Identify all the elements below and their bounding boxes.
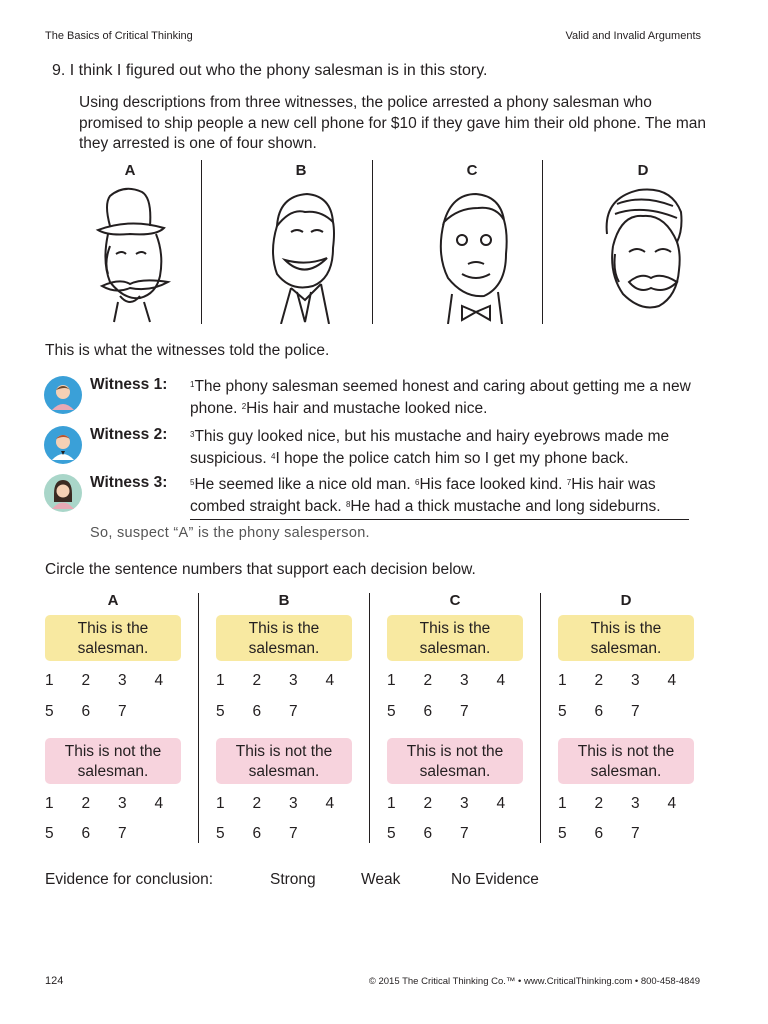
decision-letter: D xyxy=(620,592,632,609)
number-option[interactable]: 7 xyxy=(118,703,127,720)
conclusion-text: So, suspect “A” is the phony salesperson. xyxy=(90,525,370,541)
number-option[interactable]: 1 xyxy=(558,672,567,689)
number-option[interactable]: 1 xyxy=(45,795,54,812)
suspect-letter: D xyxy=(637,162,649,179)
number-option[interactable]: 6 xyxy=(594,703,604,720)
evidence-weak-option[interactable]: Weak xyxy=(361,871,401,888)
number-option[interactable]: 4 xyxy=(325,672,335,689)
witness-label: Witness 2: xyxy=(90,426,168,443)
suspect-lineup xyxy=(45,160,700,326)
not-salesman-box: This is not the salesman. xyxy=(216,738,352,784)
is-salesman-box: This is the salesman. xyxy=(387,615,523,661)
question-text: 9. I think I figured out who the phony salesman is in this story. xyxy=(52,62,488,79)
number-option[interactable]: 6 xyxy=(81,703,91,720)
no-numbers-row-2 xyxy=(387,825,547,843)
number-option[interactable]: 7 xyxy=(460,825,469,842)
number-option[interactable]: 3 xyxy=(631,672,640,689)
number-option[interactable]: 7 xyxy=(460,703,469,720)
no-numbers-row-2 xyxy=(558,825,718,843)
witness-statement: $^1$The phony salesman seemed honest and caring about getting me a new phone. $^2$His hair and mustache looked nice. xyxy=(190,378,691,417)
number-option[interactable]: 6 xyxy=(252,703,262,720)
witness-intro: This is what the witnesses told the police. xyxy=(45,342,330,359)
not-salesman-box: This is not the salesman. xyxy=(558,738,694,784)
circle-instruction: Circle the sentence numbers that support each decision below. xyxy=(45,561,476,578)
number-option[interactable]: 3 xyxy=(631,795,640,812)
number-option[interactable]: 2 xyxy=(423,672,433,689)
number-option[interactable]: 7 xyxy=(289,825,298,842)
decision-letter: B xyxy=(278,592,290,609)
number-option[interactable]: 1 xyxy=(387,795,396,812)
witness-label: Witness 1: xyxy=(90,376,168,393)
witness-2 xyxy=(44,426,704,470)
number-option[interactable]: 7 xyxy=(118,825,127,842)
girl-avatar-icon xyxy=(44,474,82,512)
decision-column-c xyxy=(387,590,557,840)
number-option[interactable]: 4 xyxy=(496,672,506,689)
number-option[interactable]: 2 xyxy=(252,672,262,689)
number-option[interactable]: 6 xyxy=(423,703,433,720)
decision-column-d xyxy=(558,590,728,840)
number-option[interactable]: 1 xyxy=(216,672,225,689)
number-option[interactable]: 3 xyxy=(118,795,127,812)
number-option[interactable]: 5 xyxy=(387,703,396,720)
suspect-b xyxy=(216,160,386,326)
is-salesman-box: This is the salesman. xyxy=(558,615,694,661)
no-numbers-row-2 xyxy=(45,825,205,843)
suspect-d xyxy=(558,160,728,326)
decision-column-b xyxy=(216,590,386,840)
number-option[interactable]: 2 xyxy=(81,672,91,689)
man-avatar-icon xyxy=(44,426,82,464)
witness-3 xyxy=(44,474,704,520)
header-section: Valid and Invalid Arguments xyxy=(565,30,701,42)
number-option[interactable]: 1 xyxy=(558,795,567,812)
number-option[interactable]: 3 xyxy=(460,672,469,689)
is-salesman-box: This is the salesman. xyxy=(216,615,352,661)
evidence-none-option[interactable]: No Evidence xyxy=(451,871,539,888)
boy-avatar-icon xyxy=(44,376,82,414)
number-option[interactable]: 2 xyxy=(252,795,262,812)
yes-numbers-row-1 xyxy=(45,672,205,690)
number-option[interactable]: 4 xyxy=(496,795,506,812)
decision-letter: A xyxy=(107,592,119,609)
suspect-letter: B xyxy=(295,162,307,179)
not-salesman-box: This is not the salesman. xyxy=(387,738,523,784)
yes-numbers-row-1 xyxy=(558,672,718,690)
not-salesman-box: This is not the salesman. xyxy=(45,738,181,784)
man-with-hat-and-long-mustache-icon xyxy=(80,182,180,324)
number-option[interactable]: 5 xyxy=(216,703,225,720)
decision-letter: C xyxy=(449,592,461,609)
number-option[interactable]: 5 xyxy=(45,703,54,720)
answer-line xyxy=(190,519,689,520)
suspect-a xyxy=(45,160,215,326)
yes-numbers-row-1 xyxy=(216,672,376,690)
number-option[interactable]: 1 xyxy=(216,795,225,812)
no-numbers-row-1 xyxy=(387,795,547,813)
number-option[interactable]: 2 xyxy=(594,672,604,689)
witness-statement: $^3$This guy looked nice, but his mustache and hairy eyebrows made me suspicious. $^4$I hope the police catch him so I get my phone back. xyxy=(190,428,670,467)
number-option[interactable]: 4 xyxy=(325,795,335,812)
number-option[interactable]: 4 xyxy=(667,795,677,812)
number-option[interactable]: 5 xyxy=(387,825,396,842)
number-option[interactable]: 1 xyxy=(387,672,396,689)
no-numbers-row-1 xyxy=(558,795,718,813)
number-option[interactable]: 6 xyxy=(594,825,604,842)
number-option[interactable]: 4 xyxy=(154,795,164,812)
yes-numbers-row-2 xyxy=(387,703,547,721)
number-option[interactable]: 6 xyxy=(81,825,91,842)
no-numbers-row-2 xyxy=(216,825,376,843)
man-with-slicked-hair-and-thick-mustache-icon xyxy=(593,182,693,324)
intro-paragraph: Using descriptions from three witnesses, the police arrested a phony salesman who promised to ship people a new cell phone for $10 if they gave him their old phone. The man they arrested is one of four shown. xyxy=(79,94,706,152)
number-option[interactable]: 1 xyxy=(45,672,54,689)
yes-numbers-row-1 xyxy=(387,672,547,690)
number-option[interactable]: 3 xyxy=(118,672,127,689)
number-option[interactable]: 2 xyxy=(81,795,91,812)
yes-numbers-row-2 xyxy=(558,703,718,721)
smiling-man-in-suit-icon xyxy=(251,182,351,324)
no-numbers-row-1 xyxy=(216,795,376,813)
number-option[interactable]: 3 xyxy=(460,795,469,812)
number-option[interactable]: 7 xyxy=(631,825,640,842)
witness-statement: $^5$He seemed like a nice old man. $^6$His face looked kind. $^7$His hair was combed straight back. $^8$He had a thick mustache and long sideburns. xyxy=(190,476,661,515)
number-option[interactable]: 5 xyxy=(216,825,225,842)
number-option[interactable]: 7 xyxy=(289,703,298,720)
is-salesman-box: This is the salesman. xyxy=(45,615,181,661)
number-option[interactable]: 7 xyxy=(631,703,640,720)
decision-column-a xyxy=(45,590,215,840)
number-option[interactable]: 4 xyxy=(154,672,164,689)
suspect-c xyxy=(387,160,557,326)
no-numbers-row-1 xyxy=(45,795,205,813)
number-option[interactable]: 5 xyxy=(558,825,567,842)
copyright-footer: © 2015 The Critical Thinking Co.™ • www.CriticalThinking.com • 800-458-4849 xyxy=(368,976,700,987)
suspect-letter: A xyxy=(124,162,136,179)
page-number: 124 xyxy=(45,975,64,987)
header-title: The Basics of Critical Thinking xyxy=(45,30,193,42)
evidence-label: Evidence for conclusion: xyxy=(45,871,214,888)
number-option[interactable]: 2 xyxy=(423,795,433,812)
yes-numbers-row-2 xyxy=(216,703,376,721)
suspect-letter: C xyxy=(466,162,478,179)
number-option[interactable]: 6 xyxy=(423,825,433,842)
witness-label: Witness 3: xyxy=(90,474,168,491)
number-option[interactable]: 4 xyxy=(667,672,677,689)
yes-numbers-row-2 xyxy=(45,703,205,721)
number-option[interactable]: 2 xyxy=(594,795,604,812)
witness-1 xyxy=(44,376,704,420)
evidence-strong-option[interactable]: Strong xyxy=(270,871,316,888)
number-option[interactable]: 3 xyxy=(289,795,298,812)
number-option[interactable]: 6 xyxy=(252,825,262,842)
number-option[interactable]: 3 xyxy=(289,672,298,689)
number-option[interactable]: 5 xyxy=(558,703,567,720)
number-option[interactable]: 5 xyxy=(45,825,54,842)
round-faced-man-with-bowtie-icon xyxy=(422,182,522,324)
evidence-row xyxy=(45,871,539,889)
